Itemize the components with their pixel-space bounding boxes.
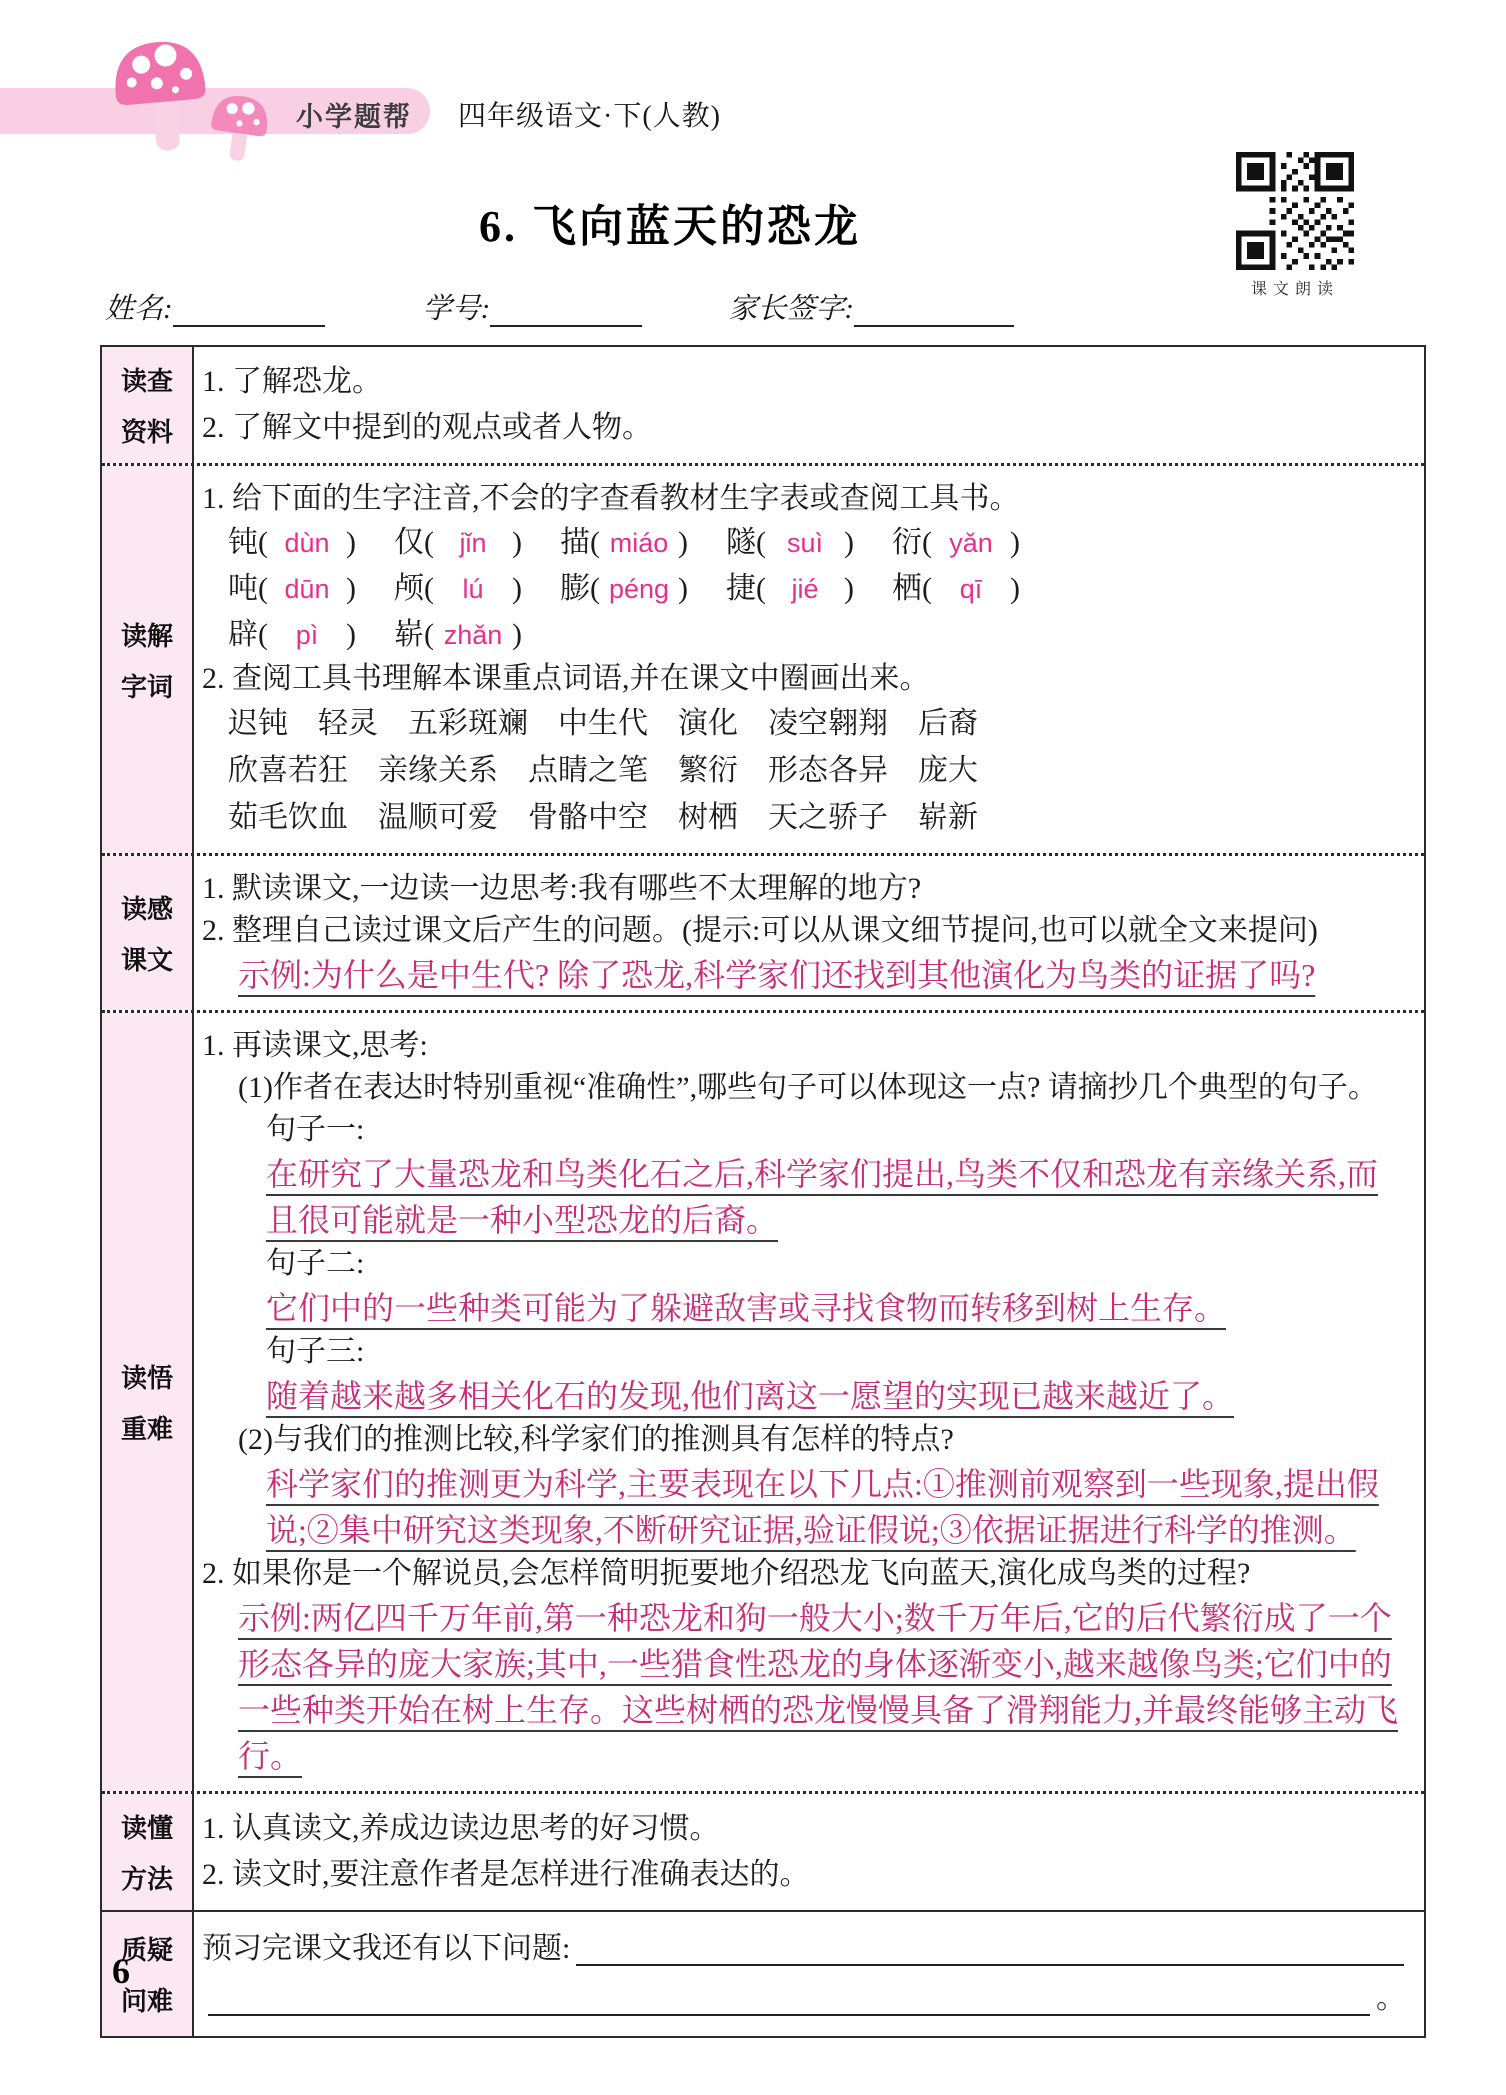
- pinyin-entry: 钝( dùn ): [228, 520, 394, 566]
- item-text: 1. 默读课文,一边读一边思考:我有哪些不太理解的地方?: [202, 872, 922, 905]
- question-blank[interactable]: [576, 1926, 1404, 1966]
- sample-answer: 示例:为什么是中生代? 除了恐龙,科学家们还找到其他演化为鸟类的证据了吗?: [238, 957, 1316, 993]
- section-question-difficulty: [102, 1910, 1424, 2036]
- name-label: 姓名:: [105, 293, 173, 325]
- section-read-research: [102, 347, 1424, 463]
- mushroom-logo: [106, 36, 286, 166]
- item-text: 1. 认真读文,养成边读边思考的好习惯。: [202, 1812, 720, 1845]
- pinyin-answer: pì: [295, 620, 319, 650]
- name-blank[interactable]: [173, 295, 325, 327]
- label-line: 读查: [120, 366, 173, 396]
- pinyin-entry: 捷( jié ): [726, 566, 892, 612]
- item-text: 1. 给下面的生字注音,不会的字查看教材生字表或查阅工具书。: [202, 482, 1020, 515]
- pinyin-entry: 隧( suì ): [726, 520, 892, 566]
- item-text: 2. 查阅工具书理解本课重点词语,并在课文中圈画出来。: [202, 662, 930, 695]
- parent-sign-blank[interactable]: [854, 295, 1014, 327]
- item-text: 1. 了解恐龙。: [202, 365, 382, 398]
- pinyin-answer: dūn: [284, 574, 330, 604]
- pinyin-answer: suì: [786, 528, 824, 558]
- question-blank-line: [202, 1974, 1406, 2024]
- preview-table: [100, 345, 1426, 2038]
- section-label: [102, 347, 194, 463]
- word-list-row: 茹毛饮血 温顺可爱 骨骼中空 树栖 天之骄子 崭新: [228, 801, 978, 834]
- pinyin-answer: péng: [608, 574, 670, 604]
- section-read-words: [102, 463, 1424, 853]
- pinyin-answer: lú: [462, 574, 484, 604]
- section-content: [194, 466, 1424, 853]
- label-line: 字词: [120, 671, 173, 702]
- item-text: 2. 读文时,要注意作者是怎样进行准确表达的。: [202, 1858, 810, 1891]
- section-label: [102, 1794, 194, 1910]
- parent-sign-label: 家长签字:: [728, 293, 855, 325]
- sample-answer: 在研究了大量恐龙和鸟类化石之后,科学家们提出,鸟类不仅和恐龙有亲缘关系,而且很可能就是一种小型恐龙的后裔。: [266, 1156, 1379, 1238]
- sentence-label: 句子一:: [266, 1113, 365, 1146]
- pinyin-row: [228, 520, 1406, 566]
- pinyin-entry: 描( miáo ): [560, 520, 726, 566]
- sample-answer: 科学家们的推测更为科学,主要表现在以下几点:①推测前观察到一些现象,提出假说;②集中研究这类现象,不断研究证据,验证假说;③依据证据进行科学的推测。: [266, 1466, 1379, 1548]
- student-id-label: 学号:: [422, 293, 491, 325]
- qr-code: [1236, 152, 1354, 270]
- section-content: [194, 856, 1424, 1010]
- pinyin-answer: yǎn: [949, 528, 993, 558]
- label-line: 课文: [120, 945, 173, 975]
- label-line: 质疑: [120, 1935, 173, 1965]
- pinyin-answer: dùn: [284, 528, 330, 558]
- label-line: 资料: [120, 417, 173, 447]
- period-mark: 。: [1376, 1982, 1406, 2015]
- pinyin-entry: 颅( lú ): [394, 566, 560, 612]
- label-line: 读悟: [120, 1363, 173, 1393]
- word-list-row: 迟钝 轻灵 五彩斑斓 中生代 演化 凌空翱翔 后裔: [228, 707, 978, 740]
- lesson-title: 6. 飞向蓝天的恐龙: [479, 202, 861, 251]
- sentence-label: 句子二:: [266, 1247, 365, 1280]
- item-text: 2. 了解文中提到的观点或者人物。: [202, 411, 652, 444]
- sample-answer: 随着越来越多相关化石的发现,他们离这一愿望的实现已越来越近了。: [266, 1378, 1235, 1414]
- label-line: 方法: [120, 1864, 173, 1894]
- sub-question: (1)作者在表达时特别重视“准确性”,哪些句子可以体现这一点? 请摘抄几个典型的句子。: [238, 1071, 1378, 1104]
- label-line: 读解: [120, 620, 173, 651]
- item-text: 2. 整理自己读过课文后产生的问题。(提示:可以从课文细节提问,也可以就全文来提问): [202, 914, 1318, 947]
- section-label: [102, 1013, 194, 1791]
- pinyin-answer: jǐn: [459, 528, 487, 558]
- edition-label: 四年级语文·下(人教): [458, 101, 721, 132]
- brand-name: 小学题帮: [296, 102, 412, 132]
- section-content: [194, 1794, 1424, 1910]
- pinyin-entry: 辟( pì ): [228, 612, 394, 658]
- sample-answer: 它们中的一些种类可能为了躲避敌害或寻找食物而转移到树上生存。: [266, 1290, 1227, 1326]
- pinyin-entry: 吨( dūn ): [228, 566, 394, 612]
- student-info-bar: [105, 286, 1014, 327]
- qr-block: [1232, 152, 1358, 299]
- pinyin-answer: jié: [791, 574, 819, 604]
- section-read-method: [102, 1791, 1424, 1910]
- pinyin-answer: miáo: [609, 528, 669, 558]
- section-read-key-points: [102, 1010, 1424, 1791]
- section-content: [194, 1912, 1424, 2036]
- question-blank[interactable]: [208, 1976, 1370, 2016]
- section-content: [194, 1013, 1424, 1791]
- label-line: 重难: [120, 1414, 173, 1444]
- word-list-row: 欣喜若狂 亲缘关系 点睛之笔 繁衍 形态各异 庞大: [228, 754, 978, 787]
- section-label: [102, 856, 194, 1010]
- question-prompt-line: [202, 1924, 1406, 1974]
- qr-caption: 课文朗读: [1250, 281, 1339, 298]
- pinyin-entry: 衍( yǎn ): [892, 520, 1058, 566]
- sample-answer: 示例:两亿四千万年前,第一种恐龙和狗一般大小;数千万年后,它的后代繁衍成了一个形态各异的庞大家族;其中,一些猎食性恐龙的身体逐渐变小,越来越像鸟类;它们中的一些种类开始在树上生存。这些树栖的恐龙慢慢具备了滑翔能力,并最终能够主动飞行。: [238, 1600, 1399, 1774]
- question-prompt: 预习完课文我还有以下问题:: [202, 1932, 571, 1965]
- pinyin-entry: 栖( qī ): [892, 566, 1058, 612]
- label-line: 问难: [120, 1986, 173, 2016]
- pinyin-answer: zhǎn: [443, 620, 503, 650]
- section-label: [102, 466, 194, 853]
- item-text: 2. 如果你是一个解说员,会怎样简明扼要地介绍恐龙飞向蓝天,演化成鸟类的过程?: [202, 1557, 1251, 1590]
- sentence-label: 句子三:: [266, 1335, 365, 1368]
- pinyin-answer: qī: [959, 574, 983, 604]
- page-number: 6: [112, 1951, 130, 1991]
- pinyin-entry: 崭( zhǎn ): [394, 612, 560, 658]
- mushroom-stem: [152, 95, 181, 152]
- item-text: 1. 再读课文,思考:: [202, 1029, 428, 1062]
- section-content: [194, 347, 1424, 463]
- pinyin-entry: 仅( jǐn ): [394, 520, 560, 566]
- label-line: 读懂: [120, 1813, 173, 1843]
- pinyin-row: [228, 612, 1406, 658]
- sub-question: (2)与我们的推测比较,科学家们的推测具有怎样的特点?: [238, 1423, 954, 1456]
- student-id-blank[interactable]: [490, 295, 642, 327]
- pinyin-entry: 膨( péng ): [560, 566, 726, 612]
- pinyin-row: [228, 566, 1406, 612]
- section-read-feel: [102, 853, 1424, 1010]
- label-line: 读感: [120, 894, 173, 924]
